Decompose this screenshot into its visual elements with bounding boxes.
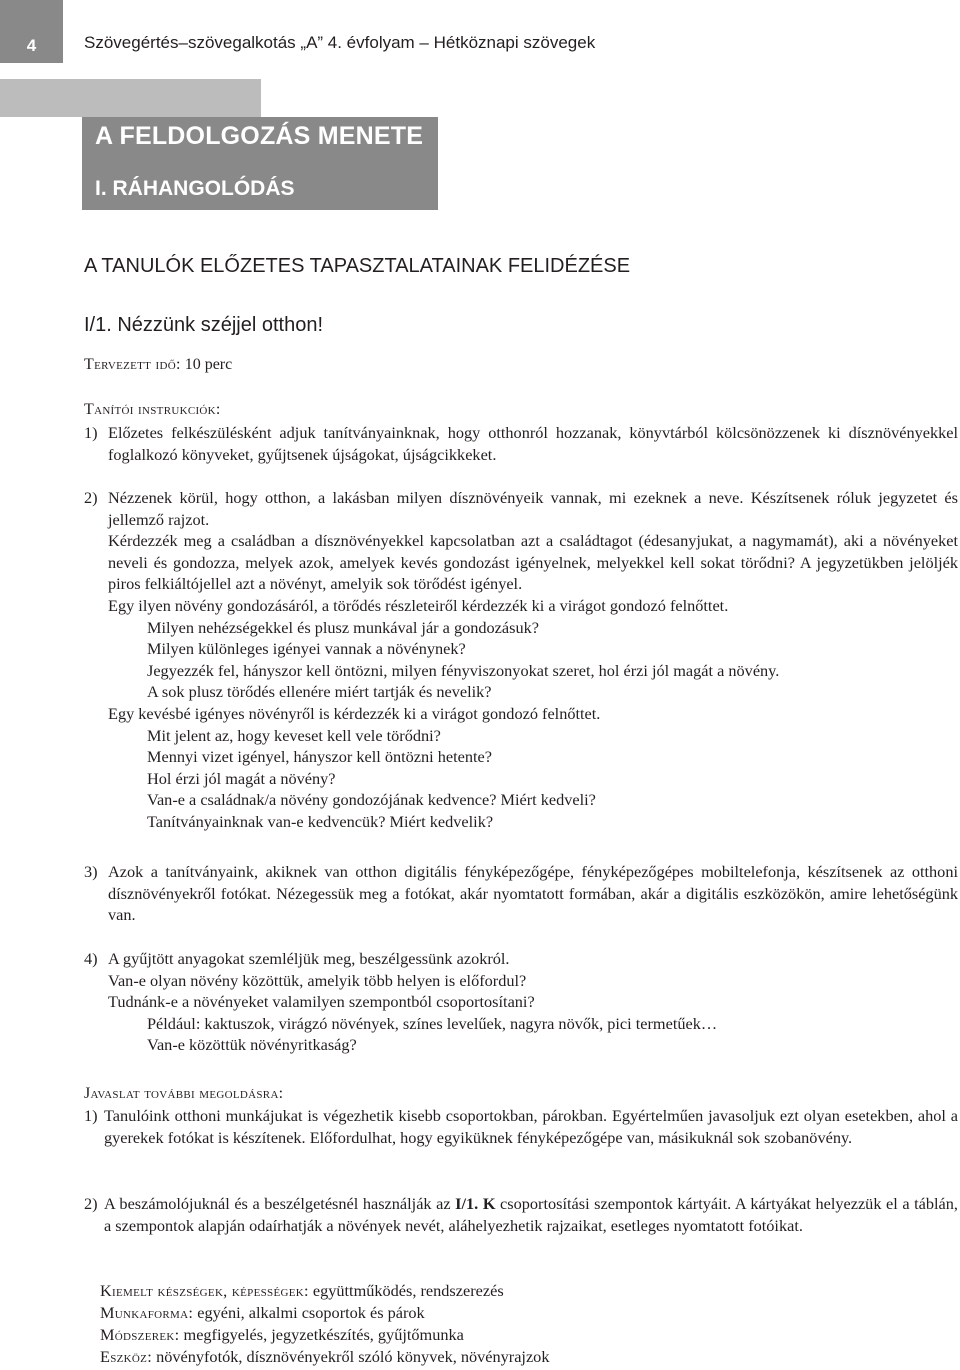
instruction-item-3 [84, 861, 958, 926]
item-number: 3) [84, 862, 98, 881]
question-line: Milyen nehézségekkel és plusz munkával jár a gondozásuk? [147, 617, 539, 637]
section-heading: A TANULÓK ELŐZETES TAPASZTALATAINAK FELIDÉZÉSE [84, 255, 631, 277]
instruction-item-2 [84, 487, 958, 833]
question-line: Van-e közöttük növényritkaság? [147, 1035, 357, 1055]
item-number: 4) [84, 949, 98, 968]
item-number: 1) [84, 1106, 98, 1125]
methods-label: Módszerek: [100, 1325, 180, 1344]
question-line: Van-e olyan növény közöttük, amelyik több helyen is előfordul? [108, 970, 527, 990]
item-text-part: csoportosítási szempontok kártyáit. A kártyákat helyezzük el a táblán, a szempontok alapján odaírhatják a növények nevét, aláhelyezhetik rajzaikat, esetleges nyomtatott fotóikat. [104, 1194, 958, 1235]
exercise-title: I/1. Nézzünk széjjel otthon! [84, 314, 324, 336]
page-number: 4 [26, 36, 37, 55]
work-form-line [100, 1302, 549, 1324]
item-text-part: A beszámolójuknál és a beszélgetésnél használják az [104, 1194, 456, 1213]
suggestion-label: Javaslat további megoldásra: [84, 1085, 284, 1102]
item-text: Nézzenek körül, hogy otthon, a lakásban milyen dísznövényeik vannak, mi ezeknek a neve. Készítsenek róluk jegyzetet és jellemző rajzot. [108, 488, 958, 529]
card-reference: I/1. K [455, 1194, 496, 1213]
question-line: Tudnánk-e a növényeket valamilyen szempontból csoportosítani? [108, 992, 535, 1012]
item-text [104, 1193, 958, 1236]
item-text: Tanulóink otthoni munkájukat is végezhetik kisebb csoportokban, párokban. Egyértelműen javasoljuk ezt olyan esetekben, ahol a gyerekek fotókat is készítenek. Előfordulhat, hogy egyiküknek fényképezőgépe van, másikuknál sok szobanövény. [104, 1106, 958, 1147]
easy-plant-intro: Egy kevésbé igényes növényről is kérdezzék ki a virágot gondozó felnőttet. [108, 703, 601, 723]
example-line: Például: kaktuszok, virágzó növények, színes levelűek, nagyra növők, pici termetűek… [147, 1013, 718, 1033]
planned-time-label: Tervezett idő: [84, 356, 181, 373]
suggestion-item-1 [84, 1105, 958, 1148]
item-text: Azok a tanítványaink, akiknek van otthon digitális fényképezőgépe, fényképezőgépes mobiltelefonja, készítsenek az otthoni dísznövényekről fotókat. Nézegessük meg a fotókat, akár nyomtatott formában, akár a digitális eszközökön, amire lehetőségünk van. [108, 862, 958, 925]
question-line: Mennyi vizet igényel, hányszor kell öntözni hetente? [147, 747, 492, 767]
item-number: 2) [84, 488, 98, 507]
footer-meta [100, 1280, 549, 1368]
item-number: 2) [84, 1194, 98, 1213]
work-form-label: Munkaforma: [100, 1303, 194, 1322]
question-line: Tanítványainknak van-e kedvencük? Miért kedvelik? [147, 811, 494, 831]
question-line: Milyen különleges igényei vannak a növénynek? [147, 639, 466, 659]
work-form-value: egyéni, alkalmi csoportok és párok [193, 1303, 425, 1322]
banner-title: A FELDOLGOZÁS MENETE [95, 122, 424, 150]
demanding-plant-intro: Egy ilyen növény gondozásáról, a törődés részleteiről kérdezzék ki a virágot gondozó felnőttet. [108, 595, 729, 615]
skills-value: együttműködés, rendszerezés [308, 1281, 504, 1300]
banner-subtitle: I. RÁHANGOLÓDÁS [95, 177, 295, 200]
question-line: Van-e a családnak/a növény gondozójának kedvence? Miért kedveli? [147, 790, 596, 810]
planned-time-value: 10 perc [180, 356, 233, 373]
item-paragraph: Kérdezzék meg a családban a dísznövényekkel kapcsolatban azt a családtagot (édesanyjukat, a nagymamát), aki a növényeket neveli és gondozza, melyek azok, amelyek kevés gondozást igényelnek, melyekkel kell sokat törődni? A jegyzetükben jelöljék piros felkiáltójellel azt a növényt, amelyik sok törődést igényel. [108, 531, 958, 594]
question-line: Jegyezzék fel, hányszor kell öntözni, milyen fényviszonyokat szeret, hol érzi jól magát a növény. [147, 660, 780, 680]
methods-line [100, 1324, 549, 1346]
item-text: A gyűjtött anyagokat szemléljük meg, beszélgessünk azokról. [108, 949, 510, 968]
question-line: Hol érzi jól magát a növény? [147, 768, 336, 788]
question-line: A sok plusz törődés ellenére miért tartják és nevelik? [147, 682, 492, 702]
banner-back-band [0, 79, 261, 117]
question-line: Mit jelent az, hogy keveset kell vele törődni? [147, 725, 441, 745]
running-head: Szövegértés–szövegalkotás „A” 4. évfolyam – Hétköznapi szövegek [84, 33, 596, 52]
methods-value: megfigyelés, jegyzetkészítés, gyűjtőmunka [179, 1325, 464, 1344]
skills-label: Kiemelt készségek, képességek: [100, 1281, 309, 1300]
tools-line [100, 1346, 549, 1368]
item-number: 1) [84, 423, 98, 442]
suggestion-item-2 [84, 1193, 958, 1236]
item-text: Előzetes felkészülésként adjuk tanítványainknak, hogy otthonról hozzanak, könyvtárból kölcsönözzenek ki dísznövényekkel foglalkozó könyveket, gyűjtsenek újságokat, újságcikkeket. [108, 423, 958, 464]
instruction-item-4 [84, 948, 958, 1056]
instruction-item-1 [84, 422, 958, 465]
skills-line [100, 1280, 549, 1302]
tools-value: növényfotók, dísznövényekről szóló könyvek, növényrajzok [152, 1347, 550, 1366]
teacher-instructions-label: Tanítói instrukciók: [84, 401, 221, 418]
planned-time [84, 356, 232, 374]
tools-label: Eszköz: [100, 1347, 153, 1366]
